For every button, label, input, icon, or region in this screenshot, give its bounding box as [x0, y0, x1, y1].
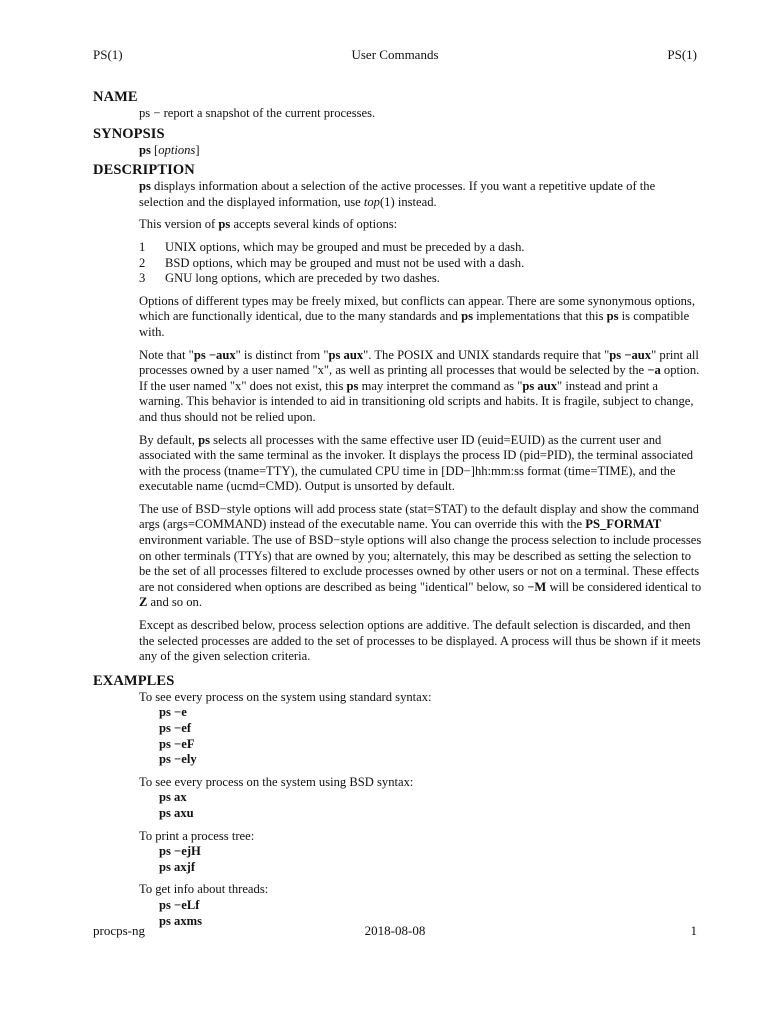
section-synopsis [139, 143, 703, 159]
example-commands-3 [159, 844, 703, 875]
description-paragraph-2: This version of ps accepts several kinds of options: [139, 217, 398, 232]
name-text: ps − report a snapshot of the current processes. [139, 106, 376, 120]
description-paragraph-4: Note that "ps −aux" is distinct from "ps aux". The POSIX and UNIX standards require that "ps −aux" print all processes owned by a user named "x", as well as printing all processes that would be selected by the −a option. If the user named "x" does not exist, this ps may interpret the command as "ps aux" instead and print a warning. This behavior is intended to aid in transitioning old scripts and habits. It is fragile, subject to change, and thus should not be relied upon. [139, 347, 700, 424]
example-commands-2 [159, 790, 703, 821]
example-command: ps axu [159, 805, 194, 820]
option-kinds-list [139, 240, 703, 287]
header-center: User Commands [351, 47, 439, 62]
footer-center: 2018-08-08 [364, 923, 426, 938]
section-title-description: DESCRIPTION [93, 162, 195, 179]
example-command: ps −eF [159, 736, 195, 751]
example-command: ps −ef [159, 721, 192, 735]
example-intro-3: To print a process tree: [139, 828, 255, 843]
list-item: 1 UNIX options, which may be grouped and must be preceded by a dash. [139, 239, 525, 254]
example-commands-1 [159, 705, 703, 767]
description-paragraph-7: Except as described below, process selection options are additive. The default selection is discarded, and then the selected processes are added to the set of processes to be displayed. A process will thus be shown if it meets any of the given selection criteria. [139, 618, 701, 664]
example-command: ps ax [159, 790, 187, 805]
example-command: ps −eLf [159, 897, 200, 912]
example-commands-4 [159, 898, 703, 929]
description-paragraph-5: By default, ps selects all processes with the same effective user ID (euid=EUID) as the current user and associated with the same terminal as the invoker. It displays the process ID (pid=PID), the terminal associated with the process (tname=TTY), the cumulated CPU time in [DD−]hh:mm:ss format (time=TIME), and the executable name (ucmd=CMD). Output is unsorted by default. [139, 432, 694, 494]
example-command: ps axms [159, 913, 203, 928]
footer-page-number: 1 [690, 923, 697, 938]
section-name [139, 106, 703, 122]
synopsis-command: ps [139, 142, 151, 157]
section-title-synopsis: SYNOPSIS [93, 125, 165, 142]
description-paragraph-3: Options of different types may be freely mixed, but conflicts can appear. There are some synonymous options, which are functionally identical, due to the many standards and ps implementations that this ps is compatible with. [139, 293, 695, 339]
example-intro-2: To see every process on the system using BSD syntax: [139, 774, 414, 789]
list-item: 3 GNU long options, which are preceded by two dashes. [139, 271, 440, 286]
page-content [93, 88, 703, 929]
header-left: PS(1) [93, 47, 123, 62]
section-examples [139, 690, 703, 929]
header-right: PS(1) [667, 47, 697, 62]
description-paragraph-6: The use of BSD−style options will add process state (stat=STAT) to the default display and show the command args (args=COMMAND) instead of the executable name. You can override this with the PS_FORMAT environment variable. The use of BSD−style options will also change the process selection to include processes on other terminals (TTYs) that are owned by you; alternately, this may be described as setting the selection to be the set of all processes filtered to exclude processes owned by other users or not on a terminal. These effects are not considered when options are described as being "identical" below, so −M will be considered identical to Z and so on. [139, 501, 702, 610]
section-description [139, 179, 703, 665]
example-intro-4: To get info about threads: [139, 882, 269, 897]
synopsis-line: ps [options] [139, 142, 200, 157]
description-paragraph-1: ps displays information about a selection of the active processes. If you want a repetitive update of the selection and the displayed information, use top(1) instead. [139, 179, 656, 209]
list-item: 2 BSD options, which may be grouped and must not be used with a dash. [139, 255, 525, 270]
example-command: ps −ejH [159, 844, 201, 859]
footer-left: procps-ng [93, 923, 145, 938]
synopsis-args: options [158, 142, 196, 157]
example-command: ps axjf [159, 859, 196, 874]
example-command: ps −e [159, 705, 187, 720]
example-intro-1: To see every process on the system using standard syntax: [139, 689, 432, 704]
section-title-examples: EXAMPLES [93, 672, 175, 689]
section-title-name: NAME [93, 89, 138, 105]
example-command: ps −ely [159, 752, 197, 767]
